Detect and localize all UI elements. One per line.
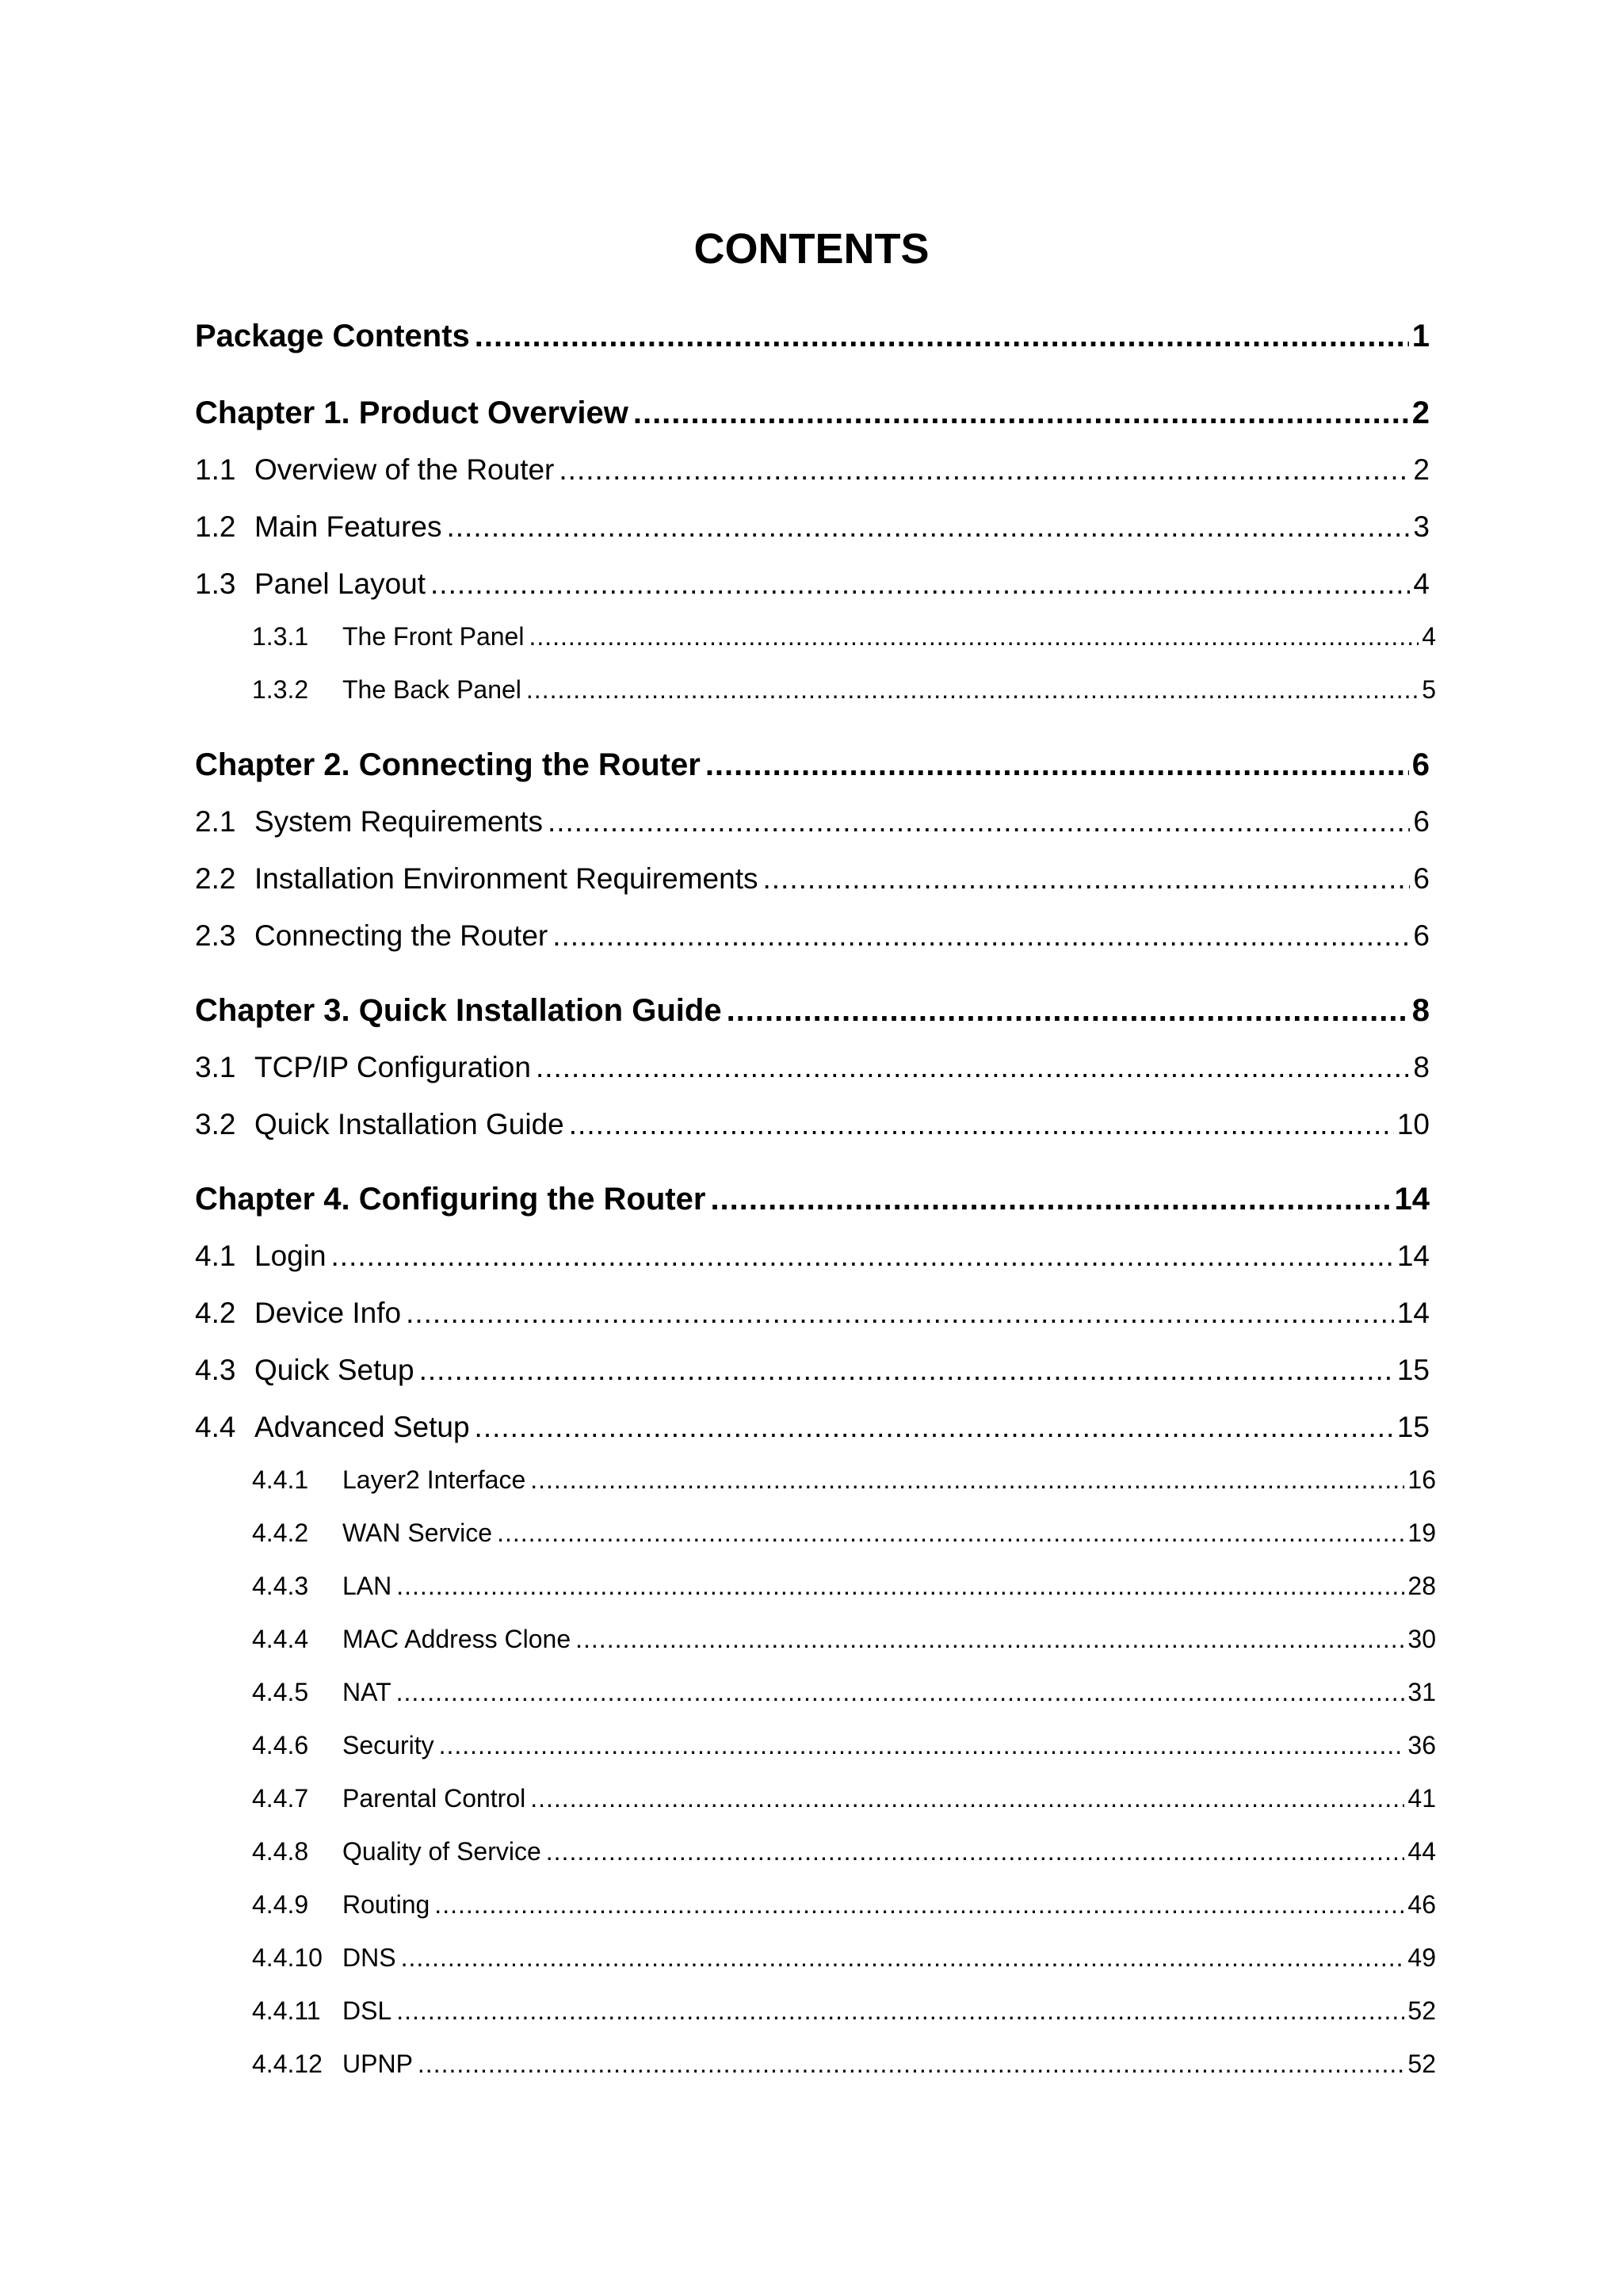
toc-entry[interactable] <box>195 567 1430 604</box>
toc-entry-number: 4.4 <box>195 1411 236 1443</box>
toc-entry-page-number: 2 <box>1411 395 1430 430</box>
toc-entry-label: LAN <box>342 1572 392 1600</box>
dot-leader <box>633 395 1409 431</box>
toc-entry-label: Chapter 1. Product Overview <box>195 395 628 430</box>
toc-entry-page-number: 15 <box>1396 1354 1430 1386</box>
toc-entry-page-number: 15 <box>1396 1411 1430 1443</box>
toc-entry-label: Device Info <box>254 1297 402 1329</box>
toc-entry-number: 1.3.1 <box>252 622 309 651</box>
toc-entry-label: UPNP <box>342 2050 413 2078</box>
toc-entry-number: 2.3 <box>195 919 236 952</box>
toc-entry-page-number: 1 <box>1411 319 1430 353</box>
toc-entry-label: Layer2 Interface <box>342 1465 526 1494</box>
toc-entry-number: 4.4.10 <box>252 1943 323 1972</box>
dot-leader <box>396 1678 1405 1707</box>
toc-entry-page-number: 16 <box>1407 1465 1436 1494</box>
toc-entry[interactable] <box>195 453 1430 490</box>
toc-entry-number: 4.2 <box>195 1297 236 1329</box>
toc-entry-page-number: 4 <box>1413 567 1430 600</box>
dot-leader <box>710 1182 1391 1217</box>
toc-entry-label: DSL <box>342 1996 392 2025</box>
toc-entry-page-number: 46 <box>1407 1890 1436 1919</box>
toc-entry-page-number: 6 <box>1413 805 1430 838</box>
toc-entry-label: Chapter 3. Quick Installation Guide <box>195 993 722 1028</box>
toc-entry-page-number: 28 <box>1407 1572 1436 1600</box>
dot-leader <box>569 1108 1394 1141</box>
dot-leader <box>526 675 1419 705</box>
toc-entry-page-number: 52 <box>1407 2050 1436 2078</box>
toc-entry-number: 2.2 <box>195 862 236 895</box>
toc-entry[interactable] <box>252 1996 1436 2028</box>
dot-leader <box>530 1465 1404 1495</box>
toc-entry[interactable] <box>195 319 1430 358</box>
dot-leader <box>705 747 1409 783</box>
toc-entry-number: 1.3 <box>195 567 236 600</box>
dot-leader <box>396 1572 1404 1601</box>
toc-entry-number: 3.2 <box>195 1108 236 1140</box>
toc-entry[interactable] <box>195 395 1430 435</box>
toc-entry-label: NAT <box>342 1678 391 1706</box>
dot-leader <box>406 1297 1394 1330</box>
dot-leader <box>430 567 1410 601</box>
toc-entry[interactable] <box>252 1890 1436 1922</box>
toc-entry[interactable] <box>195 747 1430 787</box>
toc-entry-page-number: 44 <box>1407 1837 1436 1866</box>
toc-entry-number: 4.3 <box>195 1354 236 1386</box>
toc-entry-label: Panel Layout <box>254 567 426 600</box>
toc-entry-label: Advanced Setup <box>254 1411 470 1443</box>
toc-entry-page-number: 14 <box>1394 1182 1430 1217</box>
toc-entry-page-number: 8 <box>1413 1051 1430 1083</box>
toc-entry-page-number: 30 <box>1407 1625 1436 1653</box>
toc-entry-label: WAN Service <box>342 1519 493 1547</box>
dot-leader <box>475 319 1409 354</box>
dot-leader <box>497 1519 1404 1548</box>
toc-entry[interactable] <box>195 993 1430 1033</box>
toc-entry-label: The Back Panel <box>342 675 521 704</box>
toc-entry[interactable] <box>252 2050 1436 2081</box>
toc-entry-number: 4.4.1 <box>252 1465 309 1494</box>
toc-entry[interactable] <box>252 1784 1436 1816</box>
toc-entry-page-number: 4 <box>1422 622 1436 651</box>
toc-entry-label: Main Features <box>254 510 442 543</box>
toc-entry-page-number: 36 <box>1407 1731 1436 1759</box>
toc-entry-label: Chapter 4. Configuring the Router <box>195 1182 706 1217</box>
toc-entry-label: DNS <box>342 1943 396 1972</box>
dot-leader <box>418 2050 1405 2079</box>
toc-entry-number: 1.1 <box>195 453 236 486</box>
toc-entry-page-number: 6 <box>1413 919 1430 952</box>
toc-entry[interactable] <box>195 1182 1430 1221</box>
toc-entry-number: 3.1 <box>195 1051 236 1083</box>
toc-entry[interactable] <box>252 1678 1436 1710</box>
toc-entry-page-number: 6 <box>1413 862 1430 895</box>
dot-leader <box>475 1411 1394 1444</box>
toc-entry-page-number: 41 <box>1407 1784 1436 1813</box>
toc-entry-label: System Requirements <box>254 805 543 838</box>
toc-entry-page-number: 2 <box>1413 453 1430 486</box>
page-title: CONTENTS <box>693 225 930 273</box>
toc-entry[interactable] <box>195 1051 1430 1087</box>
toc-entry[interactable] <box>195 919 1430 956</box>
toc-entry-label: Routing <box>342 1890 430 1919</box>
dot-leader <box>763 862 1411 896</box>
toc-entry-number: 4.4.9 <box>252 1890 309 1919</box>
toc-entry-label: Connecting the Router <box>254 919 548 952</box>
dot-leader <box>439 1731 1405 1760</box>
toc-entry-number: 4.4.6 <box>252 1731 309 1759</box>
toc-entry-number: 4.4.8 <box>252 1837 309 1866</box>
dot-leader <box>559 453 1410 487</box>
dot-leader <box>546 1837 1405 1866</box>
dot-leader <box>552 919 1410 953</box>
toc-entry[interactable] <box>252 622 1436 654</box>
dot-leader <box>575 1625 1404 1654</box>
toc-entry-label: The Front Panel <box>342 622 525 651</box>
dot-leader <box>536 1051 1410 1084</box>
toc-entry[interactable] <box>195 1108 1430 1144</box>
toc-entry-label: TCP/IP Configuration <box>254 1051 531 1083</box>
toc-entry-number: 4.4.4 <box>252 1625 309 1653</box>
dot-leader <box>434 1890 1404 1920</box>
toc-entry-page-number: 6 <box>1411 747 1430 782</box>
toc-entry-label: Quality of Service <box>342 1837 541 1866</box>
dot-leader <box>727 993 1409 1029</box>
toc-entry-page-number: 52 <box>1407 1996 1436 2025</box>
toc-entry[interactable] <box>195 1354 1430 1390</box>
toc-entry[interactable] <box>252 1731 1436 1763</box>
toc-entry-page-number: 3 <box>1413 510 1430 543</box>
dot-leader <box>396 1996 1404 2026</box>
toc-entry-label: Quick Installation Guide <box>254 1108 564 1140</box>
toc-entry[interactable] <box>252 1943 1436 1975</box>
toc-entry[interactable] <box>252 1837 1436 1869</box>
toc-entry[interactable] <box>195 862 1430 899</box>
toc-entry-page-number: 49 <box>1407 1943 1436 1972</box>
toc-entry-page-number: 31 <box>1407 1678 1436 1706</box>
toc-entry-page-number: 5 <box>1422 675 1436 704</box>
toc-entry[interactable] <box>195 1240 1430 1276</box>
toc-entry-label: Parental Control <box>342 1784 526 1813</box>
toc-entry-label: MAC Address Clone <box>342 1625 571 1653</box>
toc-entry[interactable] <box>195 1411 1430 1447</box>
toc-entry-number: 4.4.12 <box>252 2050 323 2078</box>
dot-leader <box>530 1784 1404 1813</box>
toc-entry[interactable] <box>195 805 1430 842</box>
toc-entry-number: 2.1 <box>195 805 236 838</box>
toc-entry-label: Package Contents <box>195 319 470 353</box>
toc-entry-page-number: 14 <box>1396 1297 1430 1329</box>
toc-entry[interactable] <box>252 1625 1436 1656</box>
toc-entry[interactable] <box>252 1572 1436 1603</box>
toc-entry-number: 4.4.5 <box>252 1678 309 1706</box>
toc-entry-label: Installation Environment Requirements <box>254 862 758 895</box>
toc-entry[interactable] <box>252 1519 1436 1550</box>
dot-leader <box>401 1943 1405 1973</box>
toc-entry-label: Chapter 2. Connecting the Router <box>195 747 701 782</box>
toc-entry-label: Quick Setup <box>254 1354 414 1386</box>
toc-entry[interactable] <box>195 1297 1430 1333</box>
toc-entry-number: 1.2 <box>195 510 236 543</box>
toc-entry-number: 4.4.2 <box>252 1519 309 1547</box>
toc-entry[interactable] <box>252 1465 1436 1497</box>
dot-leader <box>331 1240 1394 1273</box>
dot-leader <box>548 805 1410 839</box>
toc-entry-number: 1.3.2 <box>252 675 309 704</box>
toc-entry[interactable] <box>252 675 1436 707</box>
toc-entry[interactable] <box>195 510 1430 547</box>
toc-entry-label: Security <box>342 1731 434 1759</box>
toc-entry-label: Login <box>254 1240 327 1272</box>
dot-leader <box>529 622 1419 651</box>
toc-entry-number: 4.4.7 <box>252 1784 309 1813</box>
dot-leader <box>447 510 1411 544</box>
dot-leader <box>419 1354 1394 1387</box>
toc-entry-label: Overview of the Router <box>254 453 555 486</box>
toc-entry-number: 4.1 <box>195 1240 236 1272</box>
toc-entry-page-number: 8 <box>1411 993 1430 1028</box>
toc-entry-number: 4.4.3 <box>252 1572 309 1600</box>
toc-entry-page-number: 14 <box>1396 1240 1430 1272</box>
toc-entry-page-number: 10 <box>1396 1108 1430 1140</box>
toc-entry-page-number: 19 <box>1407 1519 1436 1547</box>
toc-entry-number: 4.4.11 <box>252 1996 321 2025</box>
